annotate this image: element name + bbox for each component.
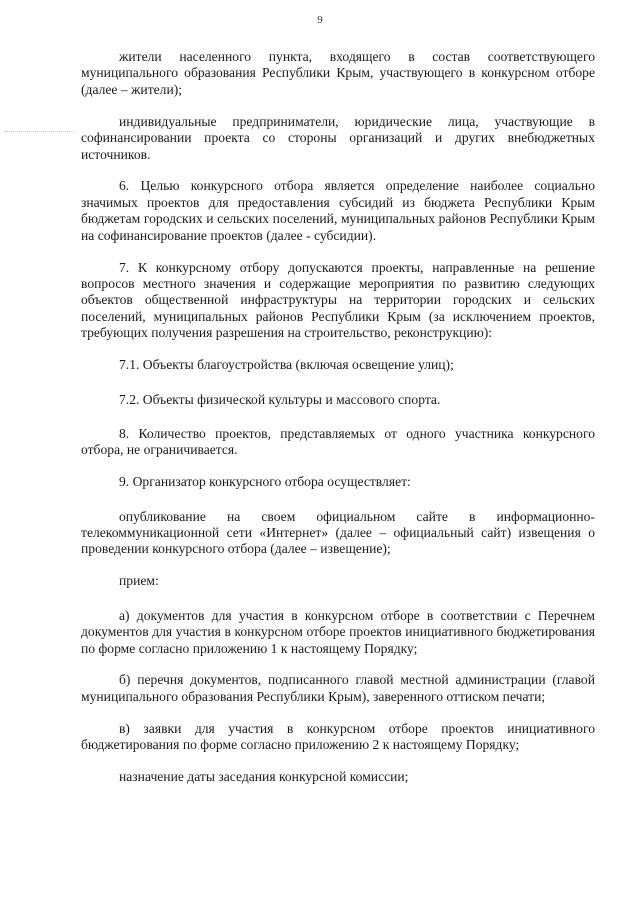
paragraph-7-2: 7.2. Объекты физической культуры и массового спорта. [119,391,441,407]
paragraph-residents: жители населенного пункта, входящего в состав соответствующего муниципального образования Республики Крым, участвующего в конкурсном отборе (далее – жители); [81,49,595,97]
paragraph-7-projects: 7. К конкурсному отбору допускаются проекты, направленные на решение вопросов местного значения и содержащие мероприятия по развитию следующих объектов общественной инфраструктуры на территории городских и сельских поселений, муниципальных районов Республики Крым (за исключением проектов, требующих получения разрешения на строительство, реконструкцию): [81,259,595,341]
paragraph-7-1: 7.1. Объекты благоустройства (включая освещение улиц); [119,357,454,373]
paragraph-6-goal: 6. Целью конкурсного отбора является определение наиболее социально значимых проектов для предоставления субсидий из бюджета Республики Крым бюджетам городских и сельских поселений, муниципальных районов Республики Крым на софинансирование проектов (далее - субсидии). [81,178,595,243]
document-body [81,49,595,801]
paragraph-entrepreneurs: индивидуальные предприниматели, юридические лица, участвующие в софинансировании проекта со стороны организаций и других внебюджетных источников. [81,113,595,162]
paragraph-a-documents: а) документов для участия в конкурсном отборе в соответствии с Перечнем документов для участия в конкурсном отборе проектов инициативного бюджетирования по форме согласно приложению 1 к настоящему Порядку; [81,607,595,656]
paragraph-9-organizer: 9. Организатор конкурсного отбора осуществляет: [119,474,411,490]
paragraph-b-list: б) перечня документов, подписанного главой местной администрации (главой муниципального образования Республики Крым), заверенного оттиском печати; [81,672,595,704]
paragraph-c-application: в) заявки для участия в конкурсном отборе проектов инициативного бюджетирования по форме согласно приложению 2 к настоящему Порядку; [81,720,595,753]
paragraph-reception: прием: [119,573,159,589]
paragraph-8-count: 8. Количество проектов, представляемых от одного участника конкурсного отбора, не ограничивается. [81,425,595,458]
page-number: 9 [317,14,323,26]
scan-artifact [4,131,74,134]
paragraph-publication: опубликование на своем официальном сайте в информационно-телекоммуникационной сети «Интернет» (далее – официальный сайт) извещения о проведении конкурсного отбора (далее – извещение); [81,508,595,557]
paragraph-meeting-date: назначение даты заседания конкурсной комиссии; [119,769,409,785]
